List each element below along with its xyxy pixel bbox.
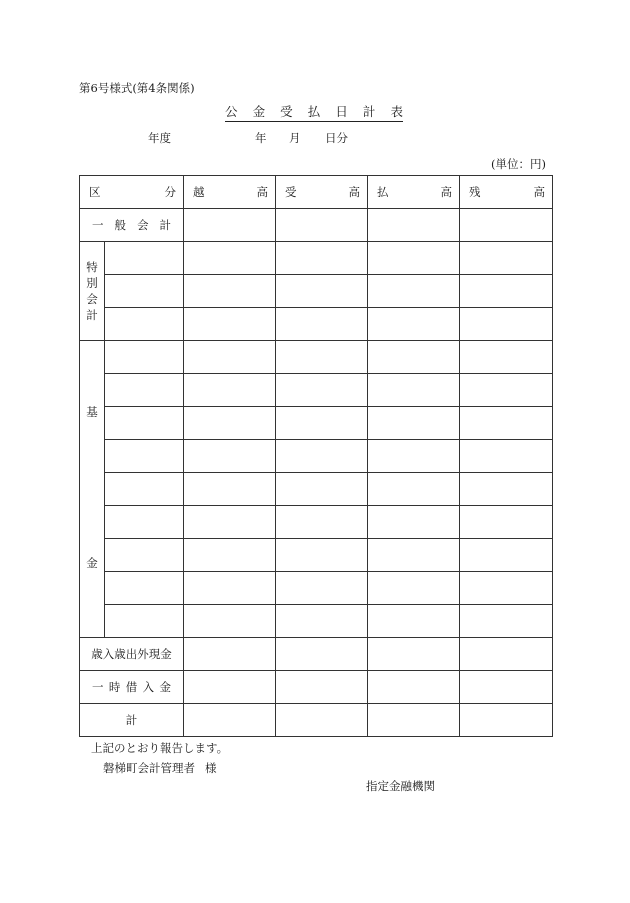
addressee: 磐梯町会計管理者 — [103, 761, 195, 775]
row-tokubetsu-kaikei — [80, 308, 553, 341]
cell-input[interactable] — [184, 374, 276, 407]
report-statement: 上記のとおり報告します。 — [91, 741, 229, 755]
title-char: 金 — [252, 104, 266, 119]
row-kikin — [80, 440, 553, 473]
cell-input[interactable] — [184, 242, 276, 275]
header-char: 越 — [193, 185, 205, 199]
cell-input[interactable] — [460, 308, 553, 341]
cell-input[interactable] — [276, 440, 368, 473]
label-char: 基 — [86, 405, 98, 419]
cell-input[interactable] — [276, 539, 368, 572]
cell-input[interactable] — [276, 605, 368, 638]
cell-input[interactable] — [276, 209, 368, 242]
ledger-table — [79, 175, 553, 737]
cell-subitem[interactable] — [105, 407, 184, 440]
cell-input[interactable] — [276, 638, 368, 671]
cell-input[interactable] — [460, 473, 553, 506]
row-kikin — [80, 572, 553, 605]
header-row — [80, 176, 553, 209]
document-title — [225, 102, 403, 122]
cell-subitem[interactable] — [105, 374, 184, 407]
cell-input[interactable] — [184, 209, 276, 242]
label-char: 特 — [86, 260, 98, 274]
label-tokubetsu-kaikei — [80, 242, 105, 341]
header-char: 高 — [533, 185, 545, 199]
cell-input[interactable] — [460, 572, 553, 605]
header-koshidaka — [184, 176, 276, 209]
row-kikin — [80, 473, 553, 506]
row-kikin — [80, 539, 553, 572]
header-char: 高 — [256, 185, 268, 199]
cell-input[interactable] — [184, 671, 276, 704]
cell-input[interactable] — [460, 440, 553, 473]
cell-input[interactable] — [460, 671, 553, 704]
cell-input[interactable] — [460, 275, 553, 308]
cell-input[interactable] — [184, 275, 276, 308]
header-char: 高 — [348, 185, 360, 199]
label-char: 時 — [108, 680, 121, 694]
title-char: 払 — [307, 104, 321, 119]
cell-input[interactable] — [276, 671, 368, 704]
cell-input[interactable] — [184, 638, 276, 671]
cell-input[interactable] — [276, 242, 368, 275]
label-char: 会 — [137, 218, 149, 232]
cell-input[interactable] — [368, 473, 460, 506]
cell-input[interactable] — [368, 275, 460, 308]
addressee-line — [103, 760, 217, 776]
cell-input[interactable] — [276, 275, 368, 308]
cell-input[interactable] — [460, 341, 553, 374]
header-char: 残 — [469, 185, 481, 199]
header-kubun-char: 区 — [89, 185, 101, 199]
cell-input[interactable] — [368, 506, 460, 539]
cell-input[interactable] — [184, 407, 276, 440]
row-saigai-genkin — [80, 638, 553, 671]
label-ichiji-karikin — [80, 671, 184, 704]
cell-input[interactable] — [460, 605, 553, 638]
label-char: 金 — [159, 680, 171, 694]
cell-input[interactable] — [460, 638, 553, 671]
cell-input[interactable] — [184, 572, 276, 605]
cell-input[interactable] — [184, 341, 276, 374]
label-char: 金 — [86, 556, 98, 570]
cell-subitem[interactable] — [105, 473, 184, 506]
title-char: 表 — [390, 104, 403, 119]
header-char: 払 — [377, 185, 389, 199]
cell-input[interactable] — [184, 473, 276, 506]
cell-subitem[interactable] — [105, 275, 184, 308]
header-char: 高 — [440, 185, 452, 199]
cell-input[interactable] — [368, 440, 460, 473]
period-day: 日分 — [325, 131, 348, 145]
label-ippan-kaikei — [80, 209, 184, 242]
row-kikin — [80, 506, 553, 539]
label-char: 入 — [142, 680, 155, 694]
label-char: 計 — [159, 218, 171, 232]
cell-input[interactable] — [276, 341, 368, 374]
cell-subitem[interactable] — [105, 308, 184, 341]
cell-input[interactable] — [276, 308, 368, 341]
title-char: 日 — [335, 104, 348, 119]
cell-input[interactable] — [368, 671, 460, 704]
cell-input[interactable] — [184, 308, 276, 341]
cell-input[interactable] — [276, 374, 368, 407]
row-tokubetsu-kaikei — [80, 275, 553, 308]
cell-input[interactable] — [460, 242, 553, 275]
period-year: 年 — [255, 131, 267, 145]
label-char: 一 — [92, 680, 104, 694]
row-ichiji-karikin — [80, 671, 553, 704]
header-kubun — [80, 176, 184, 209]
title-char: 計 — [362, 104, 376, 119]
cell-subitem[interactable] — [105, 572, 184, 605]
row-kikin — [80, 605, 553, 638]
cell-subitem[interactable] — [105, 506, 184, 539]
cell-input[interactable] — [184, 704, 276, 737]
cell-input[interactable] — [368, 605, 460, 638]
label-char: 一 — [92, 218, 104, 232]
header-ukedaka — [276, 176, 368, 209]
cell-input[interactable] — [184, 539, 276, 572]
row-ippan-kaikei — [80, 209, 553, 242]
cell-input[interactable] — [368, 308, 460, 341]
label-kikin — [80, 341, 105, 638]
cell-subitem[interactable] — [105, 539, 184, 572]
row-kikin — [80, 407, 553, 440]
cell-input[interactable] — [460, 374, 553, 407]
title-char: 受 — [280, 104, 293, 119]
cell-input[interactable] — [276, 407, 368, 440]
cell-input[interactable] — [460, 704, 553, 737]
label-char: 別 — [86, 276, 98, 290]
cell-input[interactable] — [460, 407, 553, 440]
cell-input[interactable] — [368, 341, 460, 374]
cell-subitem[interactable] — [105, 242, 184, 275]
row-tokubetsu-kaikei — [80, 242, 553, 275]
row-kikin — [80, 341, 553, 374]
label-char: 般 — [114, 218, 126, 232]
cell-subitem[interactable] — [105, 341, 184, 374]
cell-subitem[interactable] — [105, 605, 184, 638]
cell-input[interactable] — [368, 209, 460, 242]
cell-input[interactable] — [276, 572, 368, 605]
designated-bank: 指定金融機関 — [366, 779, 435, 793]
title-char: 公 — [225, 104, 238, 119]
cell-input[interactable] — [184, 506, 276, 539]
cell-input[interactable] — [368, 407, 460, 440]
cell-input[interactable] — [184, 605, 276, 638]
cell-input[interactable] — [184, 440, 276, 473]
header-zandaka — [460, 176, 553, 209]
unit-label: (単位：円) — [491, 157, 546, 171]
cell-input[interactable] — [460, 209, 553, 242]
header-kubun-char: 分 — [164, 185, 176, 199]
cell-input[interactable] — [276, 704, 368, 737]
form-number: 第6号様式(第4条関係) — [79, 81, 195, 95]
cell-input[interactable] — [368, 374, 460, 407]
period-fiscal-year: 年度 — [148, 131, 171, 145]
cell-subitem[interactable] — [105, 440, 184, 473]
label-char: 会 — [86, 292, 98, 306]
row-kikin — [80, 374, 553, 407]
label-total: 計 — [80, 704, 184, 737]
cell-input[interactable] — [460, 506, 553, 539]
cell-input[interactable] — [368, 704, 460, 737]
cell-input[interactable] — [368, 572, 460, 605]
cell-input[interactable] — [460, 539, 553, 572]
honorific: 様 — [205, 761, 217, 775]
label-char: 計 — [86, 308, 98, 322]
cell-input[interactable] — [276, 473, 368, 506]
cell-input[interactable] — [368, 638, 460, 671]
header-haraidaka — [368, 176, 460, 209]
row-total — [80, 704, 553, 737]
label-char: 借 — [125, 680, 138, 694]
label-saigai-genkin: 歳入歳出外現金 — [80, 638, 184, 671]
cell-input[interactable] — [276, 506, 368, 539]
cell-input[interactable] — [368, 539, 460, 572]
header-char: 受 — [285, 185, 297, 199]
cell-input[interactable] — [368, 242, 460, 275]
period-month: 月 — [289, 131, 301, 145]
